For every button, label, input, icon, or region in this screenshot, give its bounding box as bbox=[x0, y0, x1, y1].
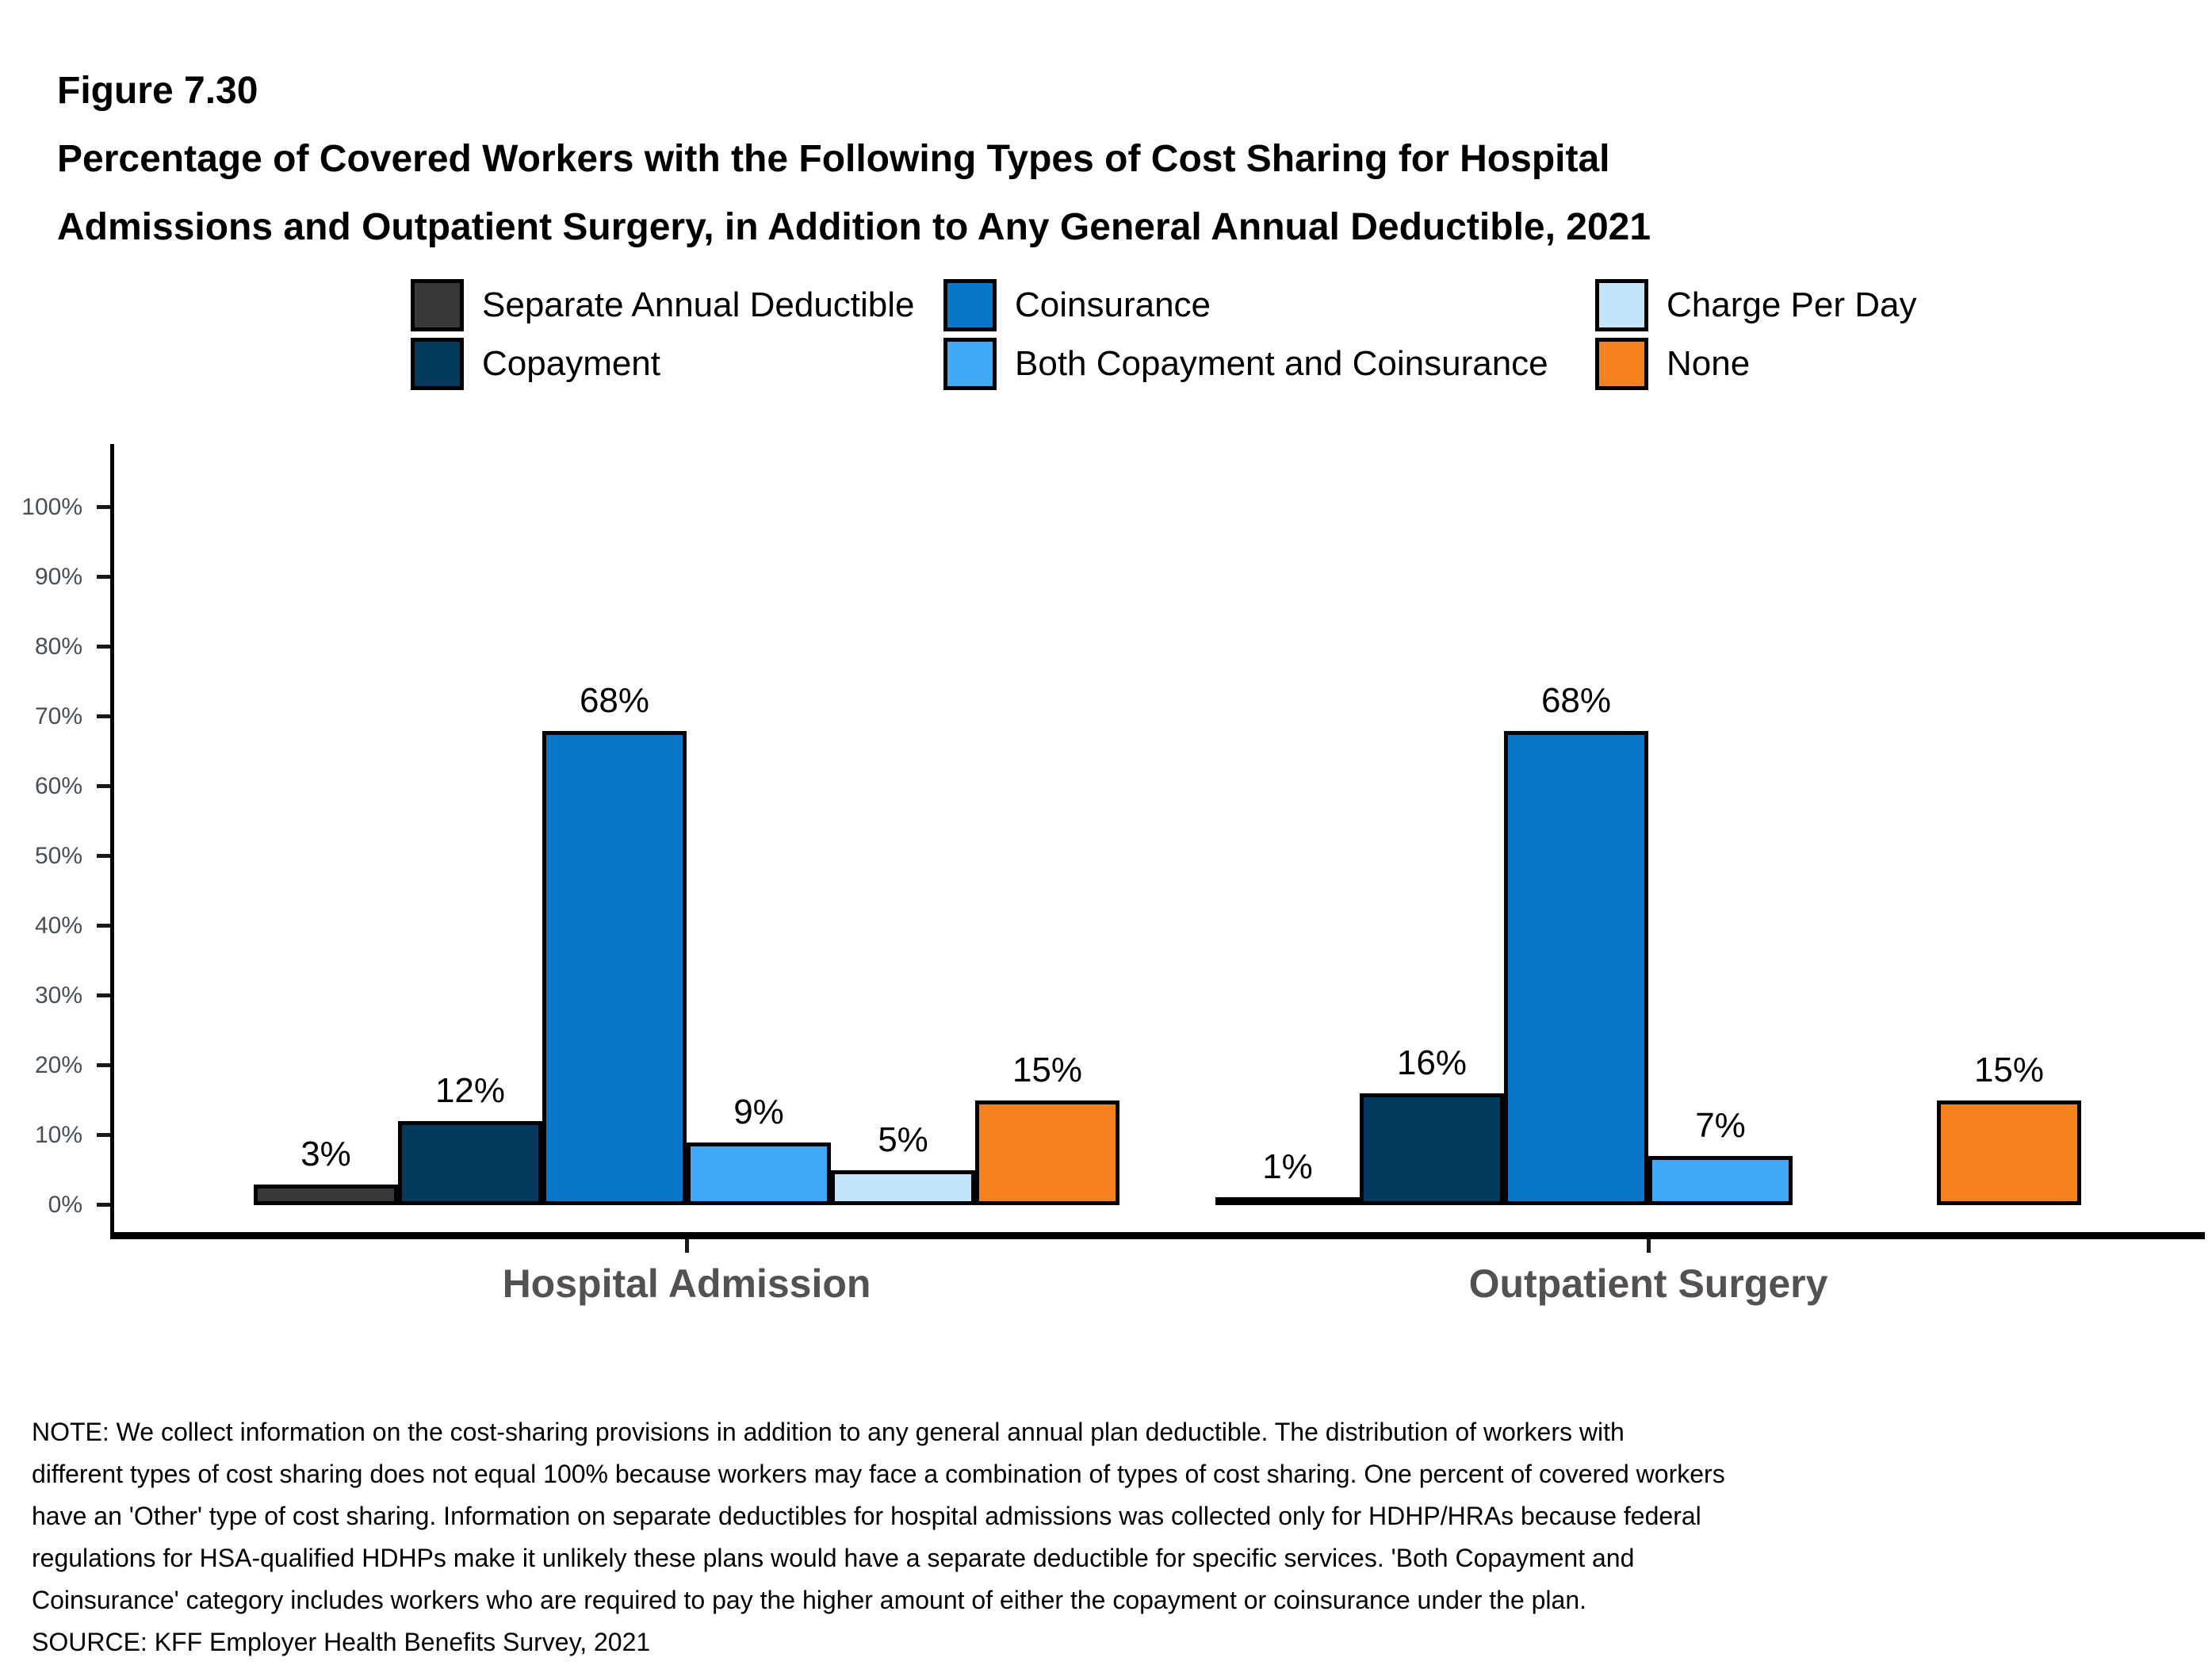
bar-separate-annual-deductible-hospital-admission bbox=[254, 1185, 398, 1205]
y-axis-tick bbox=[97, 505, 110, 509]
bar-value-label: 5% bbox=[878, 1120, 928, 1159]
y-axis-tick bbox=[97, 575, 110, 579]
legend-label: Copayment bbox=[482, 344, 661, 383]
y-axis-tick-label: 20% bbox=[34, 1052, 82, 1078]
y-axis-tick-label: 100% bbox=[21, 494, 82, 520]
y-axis-tick bbox=[97, 854, 110, 858]
bar-value-label: 1% bbox=[1262, 1147, 1313, 1186]
bar-both-copayment-and-coinsurance-hospital-admission bbox=[687, 1143, 831, 1205]
legend-item-both-copayment-and-coinsurance bbox=[943, 338, 1595, 390]
y-axis-tick bbox=[97, 784, 110, 788]
legend-swatch-charge-per-day bbox=[1595, 279, 1648, 331]
legend-label: Both Copayment and Coinsurance bbox=[1015, 344, 1548, 383]
bar-value-label: 15% bbox=[1012, 1051, 1083, 1089]
y-axis-tick-label: 80% bbox=[34, 633, 82, 660]
y-axis-tick bbox=[97, 1133, 110, 1137]
y-axis-tick bbox=[97, 924, 110, 928]
legend-label: Coinsurance bbox=[1015, 285, 1211, 324]
chart-legend bbox=[411, 279, 1916, 390]
figure-title-line2: Admissions and Outpatient Surgery, in Addition to Any General Annual Deductible, 2021 bbox=[57, 206, 1651, 248]
note-line: Coinsurance' category includes workers who are required to pay the higher amount of either the copayment or coinsurance under the plan. bbox=[32, 1586, 1587, 1614]
legend-label: Separate Annual Deductible bbox=[482, 285, 915, 324]
category-label-outpatient-surgery: Outpatient Surgery bbox=[1468, 1261, 1828, 1306]
y-axis-tick bbox=[97, 993, 110, 997]
y-axis-tick-label: 60% bbox=[34, 773, 82, 799]
bar-copayment-outpatient-surgery bbox=[1360, 1093, 1504, 1205]
y-axis-tick bbox=[97, 645, 110, 649]
bar-value-label: 3% bbox=[300, 1134, 351, 1173]
note-line: NOTE: We collect information on the cost-sharing provisions in addition to any general annual plan deductible. The distribution of workers with bbox=[32, 1418, 1625, 1446]
figure-heading bbox=[57, 57, 1651, 262]
legend-item-coinsurance bbox=[943, 279, 1595, 331]
plot-area bbox=[21, 444, 2205, 1306]
y-axis-tick-label: 90% bbox=[34, 564, 82, 590]
bar-value-label: 68% bbox=[579, 680, 650, 720]
source-line: SOURCE: KFF Employer Health Benefits Survey, 2021 bbox=[32, 1628, 651, 1656]
bar-none-outpatient-surgery bbox=[1937, 1100, 2081, 1205]
bar-coinsurance-outpatient-surgery bbox=[1504, 731, 1648, 1205]
legend-swatch-copayment bbox=[411, 338, 464, 390]
legend-item-copayment bbox=[411, 338, 943, 390]
bar-both-copayment-and-coinsurance-outpatient-surgery bbox=[1648, 1156, 1793, 1205]
bar-value-label: 9% bbox=[733, 1092, 784, 1131]
x-axis-tick bbox=[685, 1239, 689, 1253]
bar-value-label: 16% bbox=[1396, 1043, 1468, 1083]
legend-swatch-separate-annual-deductible bbox=[411, 279, 464, 331]
y-axis-tick bbox=[97, 1063, 110, 1067]
bar-charge-per-day-hospital-admission bbox=[831, 1170, 975, 1205]
bar-value-label: 68% bbox=[1540, 680, 1612, 720]
category-label-hospital-admission: Hospital Admission bbox=[502, 1261, 871, 1306]
bar-none-hospital-admission bbox=[975, 1100, 1119, 1205]
y-axis-tick-label: 40% bbox=[34, 913, 82, 939]
note-lines bbox=[32, 1411, 1725, 1621]
x-axis-line bbox=[110, 1232, 2205, 1239]
y-axis-tick-label: 0% bbox=[48, 1192, 82, 1218]
bar-copayment-hospital-admission bbox=[398, 1121, 542, 1205]
legend-item-separate-annual-deductible bbox=[411, 279, 943, 331]
legend-swatch-coinsurance bbox=[943, 279, 997, 331]
bar-coinsurance-hospital-admission bbox=[542, 731, 687, 1205]
y-axis-tick-label: 70% bbox=[34, 703, 82, 729]
note-line: different types of cost sharing does not equal 100% because workers may face a combination of types of cost sharing. One percent of covered workers bbox=[32, 1460, 1725, 1488]
y-axis-tick-label: 30% bbox=[34, 982, 82, 1009]
x-axis-tick bbox=[1647, 1239, 1651, 1253]
bar-value-label: 12% bbox=[434, 1071, 506, 1111]
y-axis-tick-label: 50% bbox=[34, 843, 82, 869]
y-axis-tick bbox=[97, 714, 110, 718]
legend-swatch-none bbox=[1595, 338, 1648, 390]
legend-label: None bbox=[1667, 344, 1751, 383]
figure-title-line1: Percentage of Covered Workers with the Following Types of Cost Sharing for Hospital bbox=[57, 138, 1610, 180]
legend-item-none bbox=[1595, 338, 1916, 390]
legend-swatch-both-copayment-and-coinsurance bbox=[943, 338, 997, 390]
bar-value-label: 15% bbox=[1973, 1051, 2045, 1089]
bar-separate-annual-deductible-outpatient-surgery bbox=[1215, 1197, 1360, 1205]
note-line: have an 'Other' type of cost sharing. Information on separate deductibles for hospital admissions was collected only for HDHP/HRAs because federal bbox=[32, 1502, 1701, 1530]
legend-item-charge-per-day bbox=[1595, 279, 1916, 331]
figure-label: Figure 7.30 bbox=[57, 70, 258, 112]
bar-value-label: 7% bbox=[1695, 1106, 1746, 1146]
chart-notes bbox=[32, 1411, 1725, 1663]
y-axis-tick-label: 10% bbox=[34, 1122, 82, 1148]
note-line: regulations for HSA-qualified HDHPs make it unlikely these plans would have a separate deductible for specific services. 'Both Copayment and bbox=[32, 1544, 1635, 1572]
y-axis-tick bbox=[97, 1203, 110, 1207]
legend-label: Charge Per Day bbox=[1667, 285, 1917, 324]
y-axis-line bbox=[110, 444, 114, 1239]
